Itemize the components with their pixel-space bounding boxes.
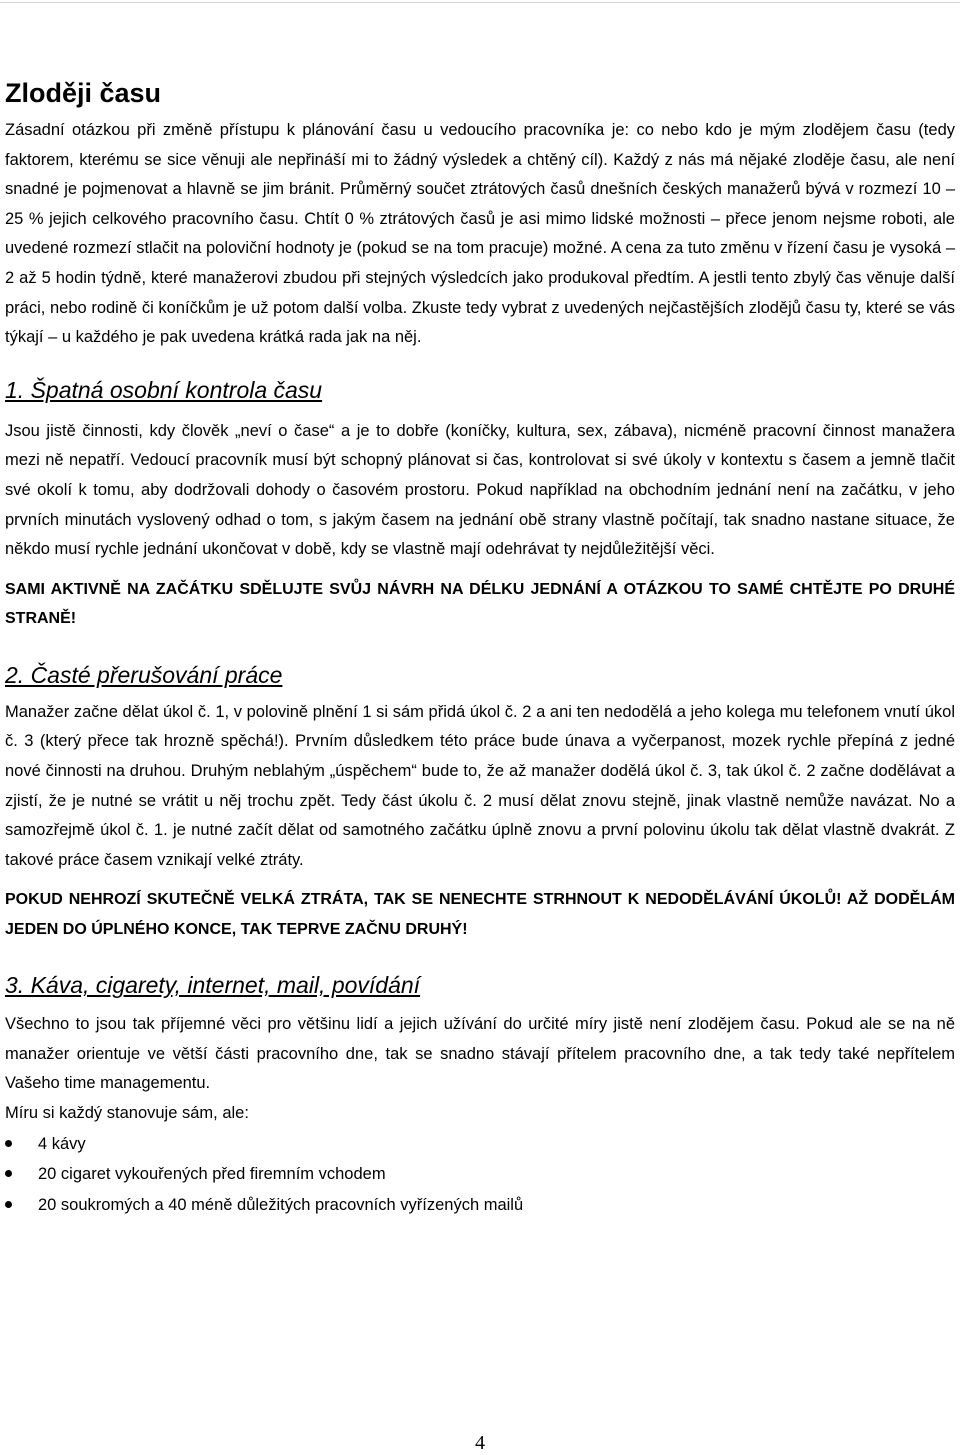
list-item-text: 20 cigaret vykouřených před firemním vchodem (38, 1165, 386, 1184)
list-item (5, 1190, 955, 1221)
page-title: Zloději času (5, 78, 162, 108)
section-2-heading: 2. Časté přerušování práce (5, 661, 283, 688)
list-item (5, 1129, 955, 1160)
page-content (5, 76, 955, 1220)
list-item (5, 1159, 955, 1190)
list-item-text: 20 soukromých a 40 méně důležitých pracovních vyřízených mailů (38, 1195, 524, 1214)
section-3-heading: 3. Káva, cigarety, internet, mail, povídání (5, 972, 421, 999)
section-3-body: Všechno to jsou tak příjemné věci pro většinu lidí a jejich užívání do určité míry jistě není zlodějem času. Pokud ale se na ně manažer orientuje ve větší části pracovního dne, tak se snadno stávají přítelem pracovního dne, a tak tedy také nepřítelem Vašeho time managementu. (5, 1015, 955, 1093)
page-number: 4 (475, 1432, 485, 1454)
bullet-icon (5, 1201, 12, 1208)
intro-paragraph: Zásadní otázkou při změně přístupu k plánování času u vedoucího pracovníka je: co nebo kdo je mým zlodějem času (tedy faktorem, kterému se sice věnuji ale nepřináší mi to žádný výsledek a chtěný cíl). Každý z nás má nějaké zloděje času, ale není snadné je pojmenovat a hlavně se jim bránit. Průměrný součet ztrátových časů dnešních českých manažerů bývá v rozmezí 10 – 25 % jejich celkového pracovního času. Chtít 0 % ztrátových časů je asi mimo lidské možnosti – přece jenom nejsme roboti, ale uvedené rozmezí stlačit na poloviční hodnoty je (pokud se na tom pracuje) možné. A cena za tuto změnu v řízení času je vysoká – 2 až 5 hodin týdně, které manažerovi zbudou při stejných výsledcích jako produkoval předtím. A jestli tento zbylý čas věnuje další práci, nebo rodině či koníčkům je už potom další volba. Zkuste tedy vybrat z uvedených nejčastějších zlodějů času ty, které se vás týkají – u každého je pak uvedena krátká rada jak na něj. (5, 121, 955, 347)
top-rule (0, 2, 960, 3)
section-1-body: Jsou jistě činnosti, kdy člověk „neví o čase“ a je to dobře (koníčky, kultura, sex, zábava), nicméně pracovní činnost manažera mezi ně nepatří. Vedoucí pracovník musí být schopný plánovat si čas, kontrolovat si své úkoly v kontextu s časem a jemně tlačit své okolí k tomu, aby dodržovali dohody o časovém prostoru. Pokud například na obchodním jednání není na začátku, v jeho prvních minutách vyslovený odhad o tom, s jakým časem na jednání obě strany vlastně počítají, tak snadno nastane situace, že někdo musí rychle jednání ukončovat v době, kdy se vlastně mají odehrávat ty nejdůležitější věci. (5, 421, 955, 559)
section-2-body: Manažer začne dělat úkol č. 1, v polovině plnění 1 si sám přidá úkol č. 2 a ani ten nedodělá a jeho kolega mu telefonem vnutí úkol č. 3 (který přece tak hrozně spěchá!). Prvním důsledkem této práce bude únava a vyčerpanost, mozek rychle přepíná z jedné nové činnosti na druhou. Druhým neblahým „úspěchem“ bude to, že až manažer dodělá úkol č. 3, tak úkol č. 2 začne dodělávat a zjistí, že je nutné se vrátit u něj trochu zpět. Tedy část úkolu č. 2 musí dělat znovu stejně, jinak vlastně nemůže navázat. No a samozřejmě úkol č. 1. je nutné začít dělat od samotného začátku úplně znovu a první polovinu úkolu tak dělat vlastně dvakrát. Z takové práce časem vznikají velké ztráty. (5, 702, 955, 869)
bullet-icon (5, 1170, 12, 1177)
list-item-text: 4 kávy (38, 1134, 86, 1153)
section-1-heading: 1. Špatná osobní kontrola času (5, 376, 323, 403)
section-3-lead: Míru si každý stanovuje sám, ale: (5, 1104, 249, 1123)
bullet-icon (5, 1140, 12, 1147)
section-1-advice: SAMI AKTIVNĚ NA ZAČÁTKU SDĚLUJTE SVŮJ NÁVRH NA DÉLKU JEDNÁNÍ A OTÁZKOU TO SAMÉ CHTĚJTE PO DRUHÉ STRANĚ! (5, 580, 955, 628)
section-2-advice: POKUD NEHROZÍ SKUTEČNĚ VELKÁ ZTRÁTA, TAK SE NENECHTE STRHNOUT K NEDODĚLÁVÁNÍ ÚKOLŮ! AŽ DODĚLÁM JEDEN DO ÚPLNÉHO KONCE, TAK TEPRVE ZAČNU DRUHÝ! (5, 891, 955, 938)
section-3-list (5, 1129, 955, 1221)
